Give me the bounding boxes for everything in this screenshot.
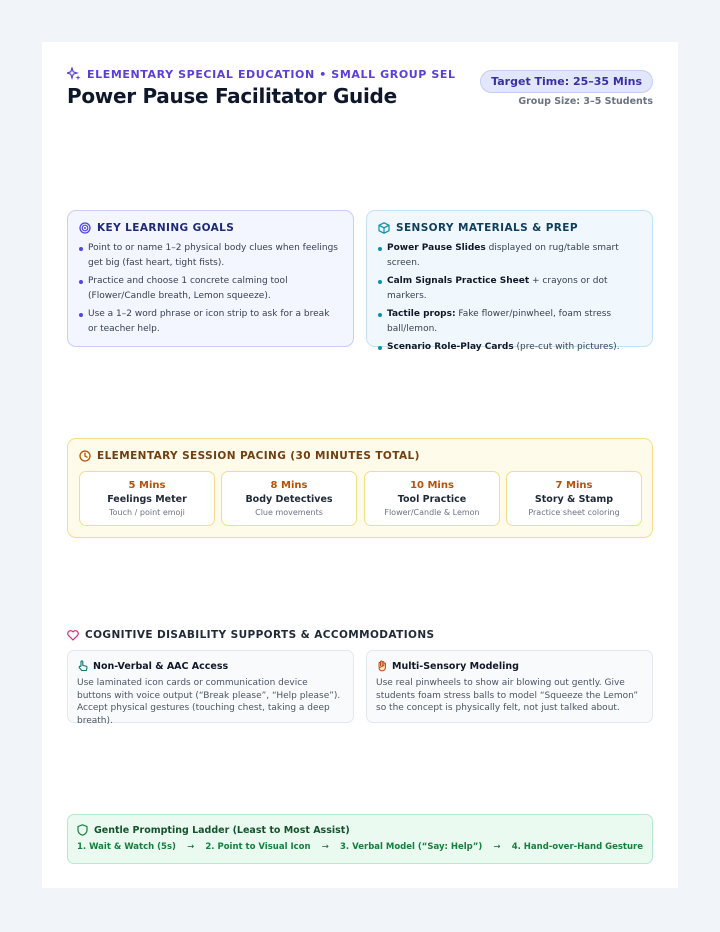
support-card-header [376,660,519,672]
ladder-steps [77,842,643,852]
clock-icon [79,450,91,462]
arrow-right-icon: → [187,842,195,852]
arrow-right-icon: → [321,842,329,852]
materials-card [366,210,653,352]
eyebrow [67,67,456,81]
slot-name: Body Detectives [245,494,333,505]
slot-name: Feelings Meter [107,494,187,505]
slot-name: Tool Practice [397,494,467,505]
facilitator-guide-page [42,42,678,888]
session-pacing-card [67,438,653,538]
list-item: Scenario Role-Play Cards (pre-cut with pictures). [387,340,638,355]
support-card-aac [67,650,354,726]
support-card-title: Multi-Sensory Modeling [392,660,519,672]
slot-detail: Flower/Candle & Lemon [384,508,480,517]
sparkles-icon [67,67,81,81]
ladder-step: 1. Wait & Watch (5s) [77,842,176,852]
support-card-title: Non-Verbal & AAC Access [93,660,229,672]
shield-icon [77,824,88,836]
goals-heading: KEY LEARNING GOALS [97,222,235,234]
pacing-heading: ELEMENTARY SESSION PACING (30 MINUTES TOTAL) [97,450,420,462]
ladder-step: 2. Point to Visual Icon [205,842,311,852]
pacing-slot [79,471,215,526]
pacing-slot [221,471,357,526]
materials-header [378,222,578,234]
supports-header [67,629,434,641]
materials-heading: SENSORY MATERIALS & PREP [396,222,578,234]
slot-name: Story & Stamp [534,494,614,505]
list-item: Calm Signals Practice Sheet + crayons or dot markers. [387,274,638,304]
arrow-right-icon: → [493,842,501,852]
goals-list [88,241,339,340]
materials-list [387,241,638,358]
goals-header [79,222,234,234]
pacing-slot [364,471,500,526]
ladder-step: 3. Verbal Model (“Say: Help”) [340,842,483,852]
target-time-badge: Target Time: 25–35 Mins [480,70,653,93]
group-size: Group Size: 3–5 Students [518,96,653,107]
target-icon [79,222,91,234]
eyebrow-text: ELEMENTARY SPECIAL EDUCATION • SMALL GROUP SEL [87,67,456,81]
slot-detail: Practice sheet coloring [528,508,620,517]
slot-minutes: 10 Mins [410,480,454,491]
slot-minutes: 5 Mins [128,480,166,491]
support-card-sensory [366,650,653,723]
list-item: Point to or name 1–2 physical body clues when feelings get big (fast heart, tight fists). [88,241,339,271]
heart-icon [67,630,79,641]
learning-goals-card [67,210,354,347]
support-card-body: Use real pinwheels to show air blowing out gently. Give students foam stress balls to model “Squeeze the Lemon” so the concept is physically felt, not just talked about. [376,678,638,713]
raised-hand-icon [376,660,388,672]
list-item: Use a 1–2 word phrase or icon strip to ask for a break or teacher help. [88,307,339,337]
slot-detail: Touch / point emoji [109,508,185,517]
support-card-header [77,660,228,672]
pacing-header [79,450,420,462]
prompting-ladder [67,814,653,864]
slot-minutes: 7 Mins [555,480,593,491]
ladder-header [77,824,350,836]
supports-heading: COGNITIVE DISABILITY SUPPORTS & ACCOMMODATIONS [85,629,435,641]
page-title: Power Pause Facilitator Guide [67,84,397,108]
list-item: Power Pause Slides displayed on rug/table smart screen. [387,241,638,271]
pointing-hand-icon [77,660,89,672]
slot-minutes: 8 Mins [270,480,308,491]
list-item: Tactile props: Fake flower/pinwheel, foam stress ball/lemon. [387,307,638,337]
cube-icon [378,222,390,234]
pacing-slot [506,471,642,526]
ladder-step: 4. Hand-over-Hand Gesture [511,842,643,852]
list-item: Practice and choose 1 concrete calming tool (Flower/Candle breath, Lemon squeeze). [88,274,339,304]
support-card-body: Use laminated icon cards or communication device buttons with voice output (“Break please”, “Help please”). Accept physical gestures (touching chest, taking a deep breath). [77,678,341,726]
slot-detail: Clue movements [255,508,323,517]
ladder-heading: Gentle Prompting Ladder (Least to Most Assist) [94,824,350,836]
